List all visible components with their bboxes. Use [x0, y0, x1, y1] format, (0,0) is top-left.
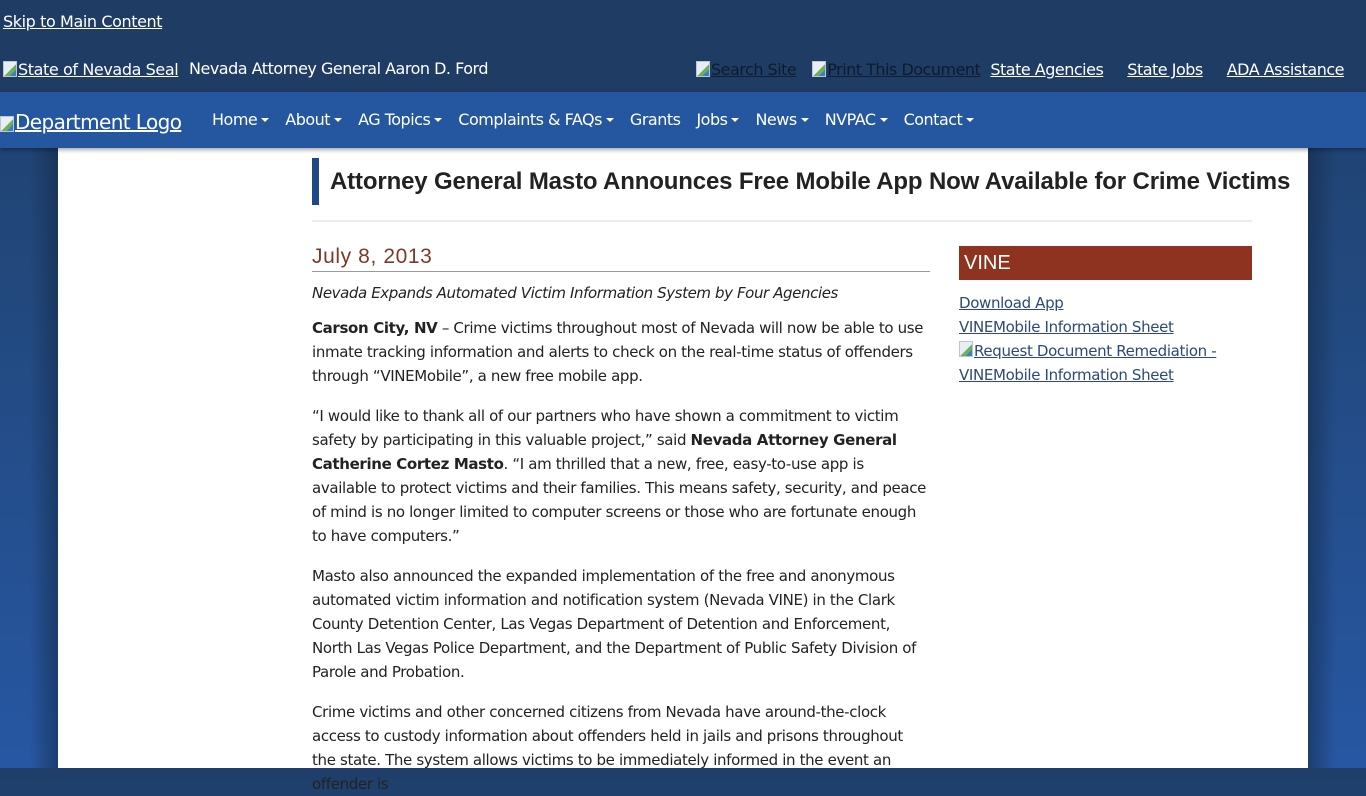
state-seal-alt-text: State of Nevada Seal [18, 60, 179, 79]
title-divider [312, 220, 1252, 222]
request-remediation-link[interactable] [959, 339, 1252, 387]
article-paragraph-1 [312, 316, 930, 388]
utility-links [696, 60, 1344, 79]
download-app-link[interactable]: Download App [959, 294, 1064, 312]
state-jobs-link[interactable]: State Jobs [1127, 60, 1203, 79]
article-date: July 8, 2013 [312, 244, 930, 272]
dateline: Carson City, NV [312, 319, 438, 337]
caret-down-icon [434, 118, 442, 122]
vinemobile-info-sheet-link[interactable]: VINEMobile Information Sheet [959, 318, 1174, 336]
caret-down-icon [880, 118, 888, 122]
broken-image-icon [959, 341, 973, 357]
nav-label: About [285, 110, 331, 129]
article-paragraph-4: Crime victims and other concerned citizens from Nevada have around-the-clock access to custody information about offenders held in jails and prisons throughout the state. The system allows victims to be immediately informed in the event an offender is [312, 703, 903, 793]
org-name: Nevada Attorney General Aaron D. Ford [189, 59, 488, 78]
nav-item-news[interactable] [755, 110, 808, 129]
search-site-button[interactable]: Search Site [696, 60, 796, 79]
article-paragraph-2 [312, 404, 930, 548]
nav-label: Complaints & FAQs [458, 110, 602, 129]
sidebar-links [959, 291, 1252, 387]
page-title-block [312, 158, 1291, 205]
nav-item-complaints-faqs[interactable] [458, 110, 614, 129]
nav-item-about[interactable] [285, 110, 342, 129]
nav-item-ag-topics[interactable] [358, 110, 442, 129]
article-body [312, 244, 930, 796]
state-agencies-link[interactable]: State Agencies [990, 60, 1104, 79]
paragraph-text: . “I am thrilled that a new, free, easy-to-use app is available to protect victims and their families. This means safety, security, and peace of mind is no longer limited to computer screens or those who are fortunate enough to have computers.” [312, 455, 926, 545]
department-logo-alt-text: Department Logo [15, 110, 182, 134]
speaker-name: Nevada Attorney General Catherine Cortez Masto [312, 431, 897, 473]
nav-item-contact[interactable] [904, 110, 975, 129]
main-navbar [0, 92, 1366, 148]
article-subtitle: Nevada Expands Automated Victim Information System by Four Agencies [312, 284, 838, 302]
state-seal-link[interactable] [3, 60, 178, 79]
article-paragraph-3: Masto also announced the expanded implementation of the free and anonymous automated victim information and notification system (Nevada VINE) in the Clark County Detention Center, Las Vegas Department of Detention and Enforcement, North Las Vegas Police Department, and the Department of Public Safety Division of Parole and Probation. [312, 567, 917, 681]
nav-item-home[interactable] [212, 110, 269, 129]
caret-down-icon [606, 118, 614, 122]
page-title: Attorney General Masto Announces Free Mobile App Now Available for Crime Victims [330, 168, 1291, 195]
nav-menu [212, 110, 990, 129]
nav-label: Jobs [696, 110, 728, 129]
caret-down-icon [334, 118, 342, 122]
print-icon [812, 61, 826, 77]
top-header [0, 0, 1366, 92]
paragraph-text: – Crime victims throughout most of Nevada will now be able to use inmate tracking information and alerts to check on the real-time status of offenders through “VINEMobile”, a new free mobile app. [312, 319, 924, 385]
nav-label: Contact [903, 110, 963, 129]
department-logo-link[interactable] [0, 110, 181, 134]
nav-label: Home [212, 110, 258, 129]
broken-image-icon [0, 116, 14, 132]
caret-down-icon [731, 118, 739, 122]
nav-label: NVPAC [824, 110, 876, 129]
caret-down-icon [801, 118, 809, 122]
paragraph-text: “I would like to thank all of our partners who have shown a commitment to victim safety by participating in this valuable project,” said [312, 407, 899, 449]
remediation-link-text: Request Document Remediation - VINEMobile Information Sheet [959, 342, 1217, 384]
content-panel [58, 148, 1308, 793]
ada-assistance-link[interactable]: ADA Assistance [1226, 60, 1344, 79]
caret-down-icon [261, 118, 269, 122]
nav-item-grants[interactable] [630, 110, 681, 129]
sidebar [959, 246, 1252, 387]
nav-item-jobs[interactable] [696, 110, 739, 129]
search-icon [696, 61, 710, 77]
nav-label: Grants [629, 110, 681, 129]
print-document-button[interactable]: Print This Document [812, 60, 980, 79]
panel-shadow-left [30, 148, 58, 768]
broken-image-icon [3, 61, 17, 77]
nav-label: News [755, 110, 797, 129]
panel-shadow-right [1308, 148, 1336, 768]
nav-item-nvpac[interactable] [825, 110, 888, 129]
skip-to-main-link[interactable]: Skip to Main Content [3, 12, 163, 31]
caret-down-icon [966, 118, 974, 122]
nav-label: AG Topics [358, 110, 431, 129]
sidebar-heading: VINE [959, 246, 1252, 280]
